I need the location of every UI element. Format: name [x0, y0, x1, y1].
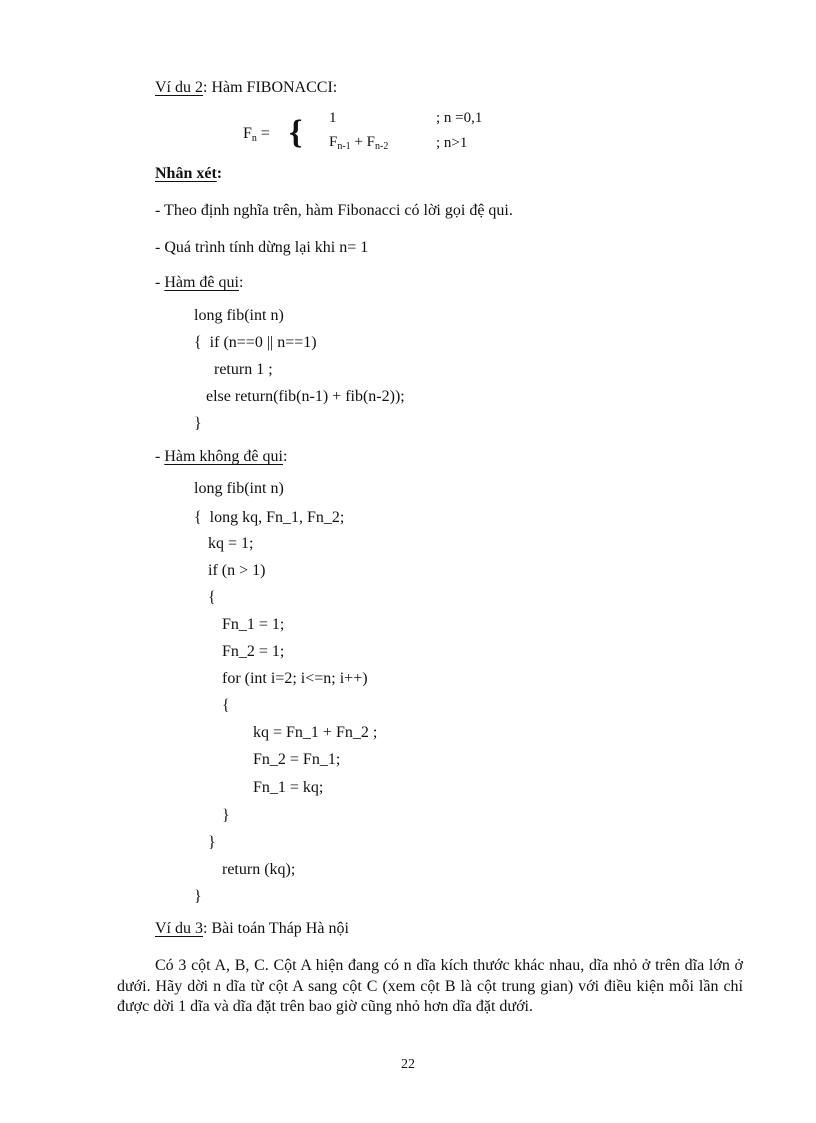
- recursive-heading: [155, 273, 243, 293]
- formula-case2-sub2: n-2: [375, 141, 389, 152]
- remark-title-text: Nhân xét: [155, 165, 217, 182]
- code-line: long fib(int n): [194, 480, 284, 497]
- formula-case2-cond: ; n>1: [436, 135, 468, 151]
- remark-title: [155, 164, 222, 184]
- nonrecursive-prefix: -: [155, 448, 165, 465]
- nonrecursive-heading: [155, 447, 287, 467]
- left-brace-icon: {: [289, 114, 303, 151]
- formula-case2-expr: [329, 132, 388, 157]
- remark-line-2: - Quá trình tính dừng lại khi n= 1: [155, 239, 369, 256]
- code-line: }: [194, 888, 202, 905]
- formula-case2-sub1: n-1: [337, 141, 351, 152]
- formula-case1-value: 1: [329, 110, 337, 126]
- formula-lhs-base: F: [243, 125, 252, 142]
- formula-lhs-eq: =: [256, 125, 270, 142]
- code-line: kq = Fn_1 + Fn_2 ;: [253, 724, 378, 741]
- remark-line-1: - Theo định nghĩa trên, hàm Fibonacci có lời gọi đệ qui.: [155, 202, 513, 219]
- example3-label: Ví du 3: [155, 920, 203, 937]
- code-line: Fn_2 = Fn_1;: [253, 751, 341, 768]
- example2-heading: [155, 78, 337, 98]
- formula-case2-term1: F: [329, 134, 338, 150]
- formula-case2-plus: + F: [350, 134, 375, 150]
- recursive-suffix: :: [238, 274, 244, 291]
- example2-title: : Hàm FIBONACCI:: [203, 79, 338, 96]
- code-line: Fn_2 = 1;: [222, 643, 285, 660]
- nonrecursive-label: Hàm không đê qui: [164, 448, 283, 465]
- formula-lhs-sub: n: [251, 133, 257, 144]
- code-line: return (kq);: [222, 861, 296, 878]
- code-line: return 1 ;: [194, 361, 273, 378]
- remark-title-colon: :: [216, 165, 223, 182]
- code-line: Fn_1 = kq;: [253, 779, 324, 796]
- code-line: else return(fib(n-1) + fib(n-2));: [194, 388, 405, 405]
- formula-lhs: [243, 124, 270, 149]
- code-line: { if (n==0 || n==1): [194, 334, 317, 351]
- nonrecursive-suffix: :: [282, 448, 288, 465]
- recursive-prefix: -: [155, 274, 165, 291]
- code-line: }: [208, 834, 216, 851]
- code-line: long fib(int n): [194, 307, 284, 324]
- example3-title: : Bài toán Tháp Hà nội: [203, 920, 349, 937]
- code-line: {: [208, 589, 216, 606]
- example3-paragraph: Có 3 cột A, B, C. Cột A hiện đang có n dĩa kích thước khác nhau, dĩa nhỏ ở trên dĩa lớn ở dưới. Hãy dời n dĩa từ cột A sang cột C (xem cột B là cột trung gian) với điều kiện mỗi lần chỉ được dời 1 dĩa và dĩa đặt trên bao giờ cũng nhỏ hơn dĩa đặt dưới.: [117, 957, 743, 1015]
- code-line: for (int i=2; i<=n; i++): [222, 670, 368, 687]
- code-line: { long kq, Fn_1, Fn_2;: [194, 509, 345, 526]
- recursive-label: Hàm đê qui: [164, 274, 239, 291]
- code-line: }: [194, 415, 202, 432]
- code-line: {: [222, 697, 230, 714]
- code-line: if (n > 1): [208, 562, 266, 579]
- example3-heading: [155, 919, 349, 939]
- code-line: Fn_1 = 1;: [222, 616, 285, 633]
- page-number: 22: [401, 1057, 415, 1072]
- formula-case1-cond: ; n =0,1: [436, 110, 483, 126]
- code-line: kq = 1;: [208, 535, 254, 552]
- code-line: }: [222, 807, 230, 824]
- example2-label: Ví du 2: [155, 79, 203, 96]
